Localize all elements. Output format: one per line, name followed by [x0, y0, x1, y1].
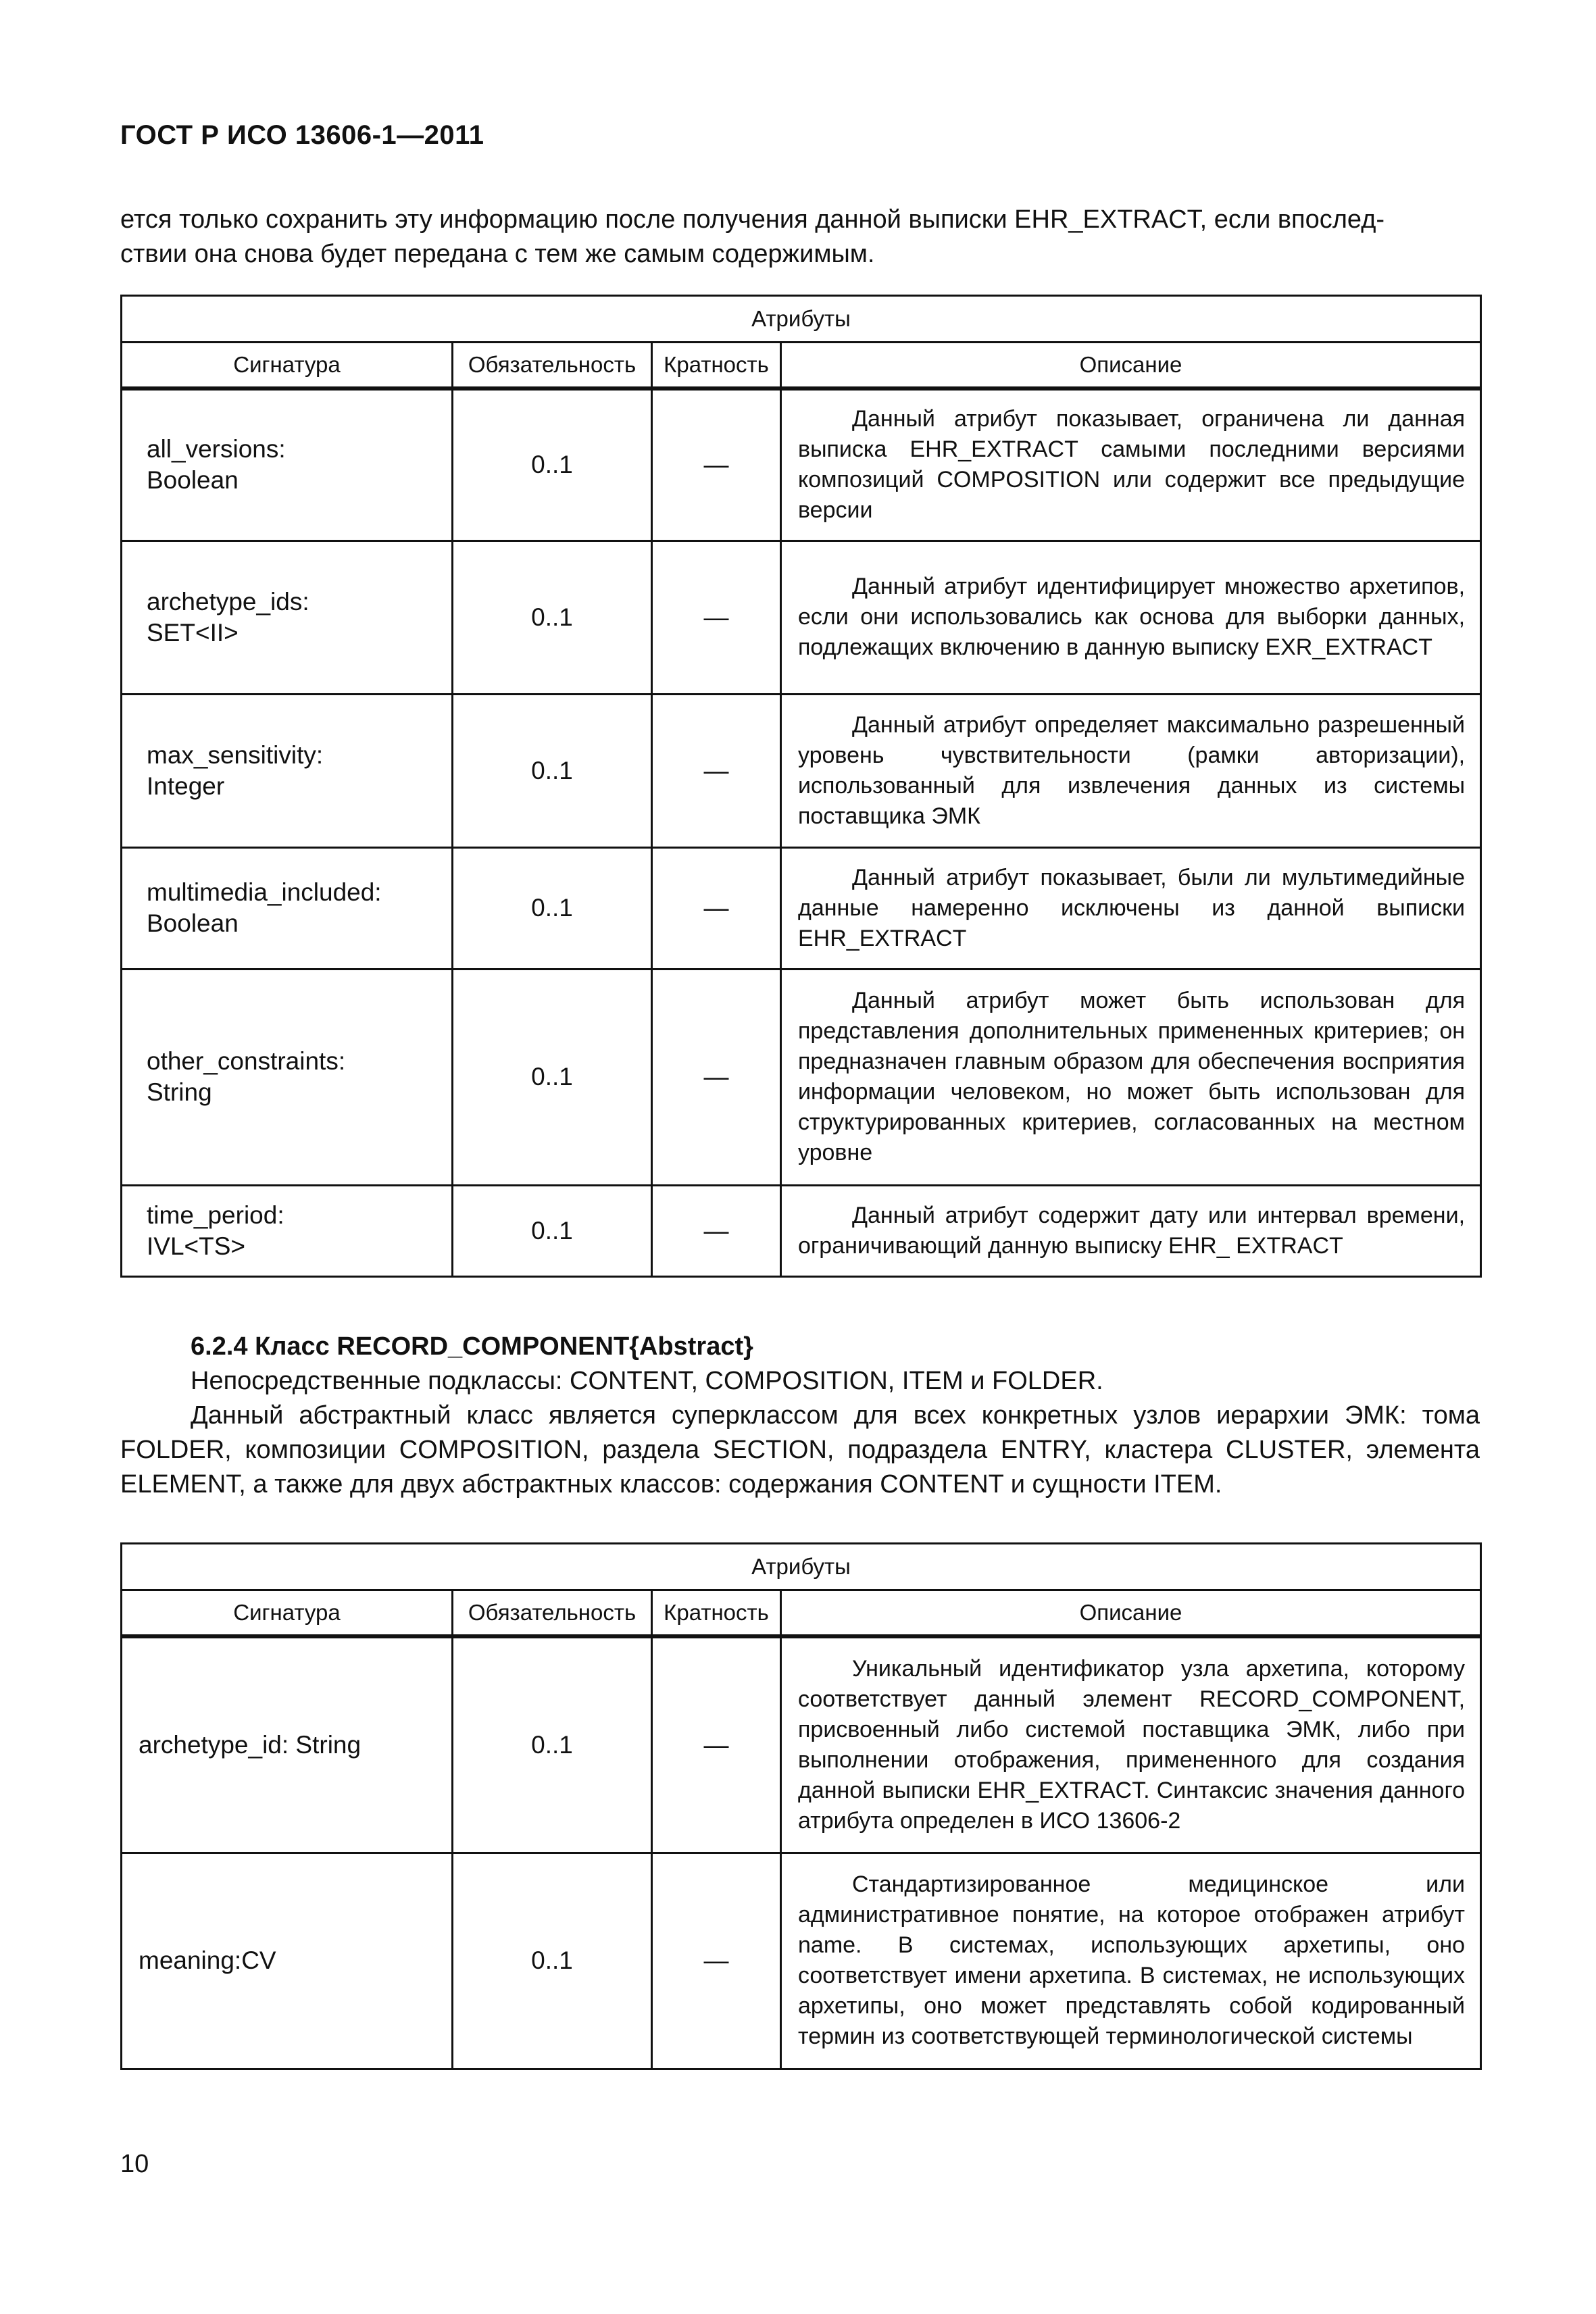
description-cell: Уникальный идентификатор узла архетипа, которому соответствует данный элемент RECORD_COMPONENT, присвоенный либо системой поставщика ЭМК, либо при выполнении отображения, примененного для создания данной выписки EHR_EXTRACT. Синтаксис значения данного атрибута определен в ИСО 13606-2 — [781, 1636, 1481, 1853]
signature-cell: archetype_id: String — [122, 1636, 453, 1853]
multiplicity-cell: — — [652, 540, 781, 694]
table-caption: Атрибуты — [122, 1544, 1481, 1590]
signature-cell: archetype_ids: SET<II> — [122, 540, 453, 694]
multiplicity-cell: — — [652, 388, 781, 540]
column-header-signature: Сигнатура — [122, 343, 453, 389]
description-cell: Стандартизированное медицинское или административное понятие, на которое отображен атрибут name. В системах, использующих архетипы, оно соответствует имени архетипа. В системах, не использующих архетипы, оно может представлять собой кодированный термин из соответствующей терминологической системы — [781, 1853, 1481, 2069]
multiplicity-cell: — — [652, 969, 781, 1185]
description-cell: Данный атрибут содержит дату или интервал времени, ограничивающий данную выписку EHR_ EXTRACT — [781, 1185, 1481, 1276]
multiplicity-cell: — — [652, 1185, 781, 1276]
section-paragraph: Непосредственные подклассы: CONTENT, COMPOSITION, ITEM и FOLDER. — [191, 1367, 1103, 1395]
mandatory-cell: 0..1 — [453, 1853, 652, 2069]
mandatory-cell: 0..1 — [453, 388, 652, 540]
column-header-multiplicity: Кратность — [652, 343, 781, 389]
description-cell: Данный атрибут показывает, ограничена ли данная выписка EHR_EXTRACT самыми последними версиями композиций COMPOSITION или содержит все предыдущие версии — [781, 388, 1481, 540]
column-header-mandatory: Обязательность — [453, 1590, 652, 1637]
mandatory-cell: 0..1 — [453, 540, 652, 694]
table-row — [122, 1185, 1481, 1276]
section-6-2-4 — [120, 1330, 1480, 1502]
document-header: ГОСТ Р ИСО 13606-1—2011 — [120, 120, 484, 150]
multiplicity-cell: — — [652, 847, 781, 969]
description-cell: Данный атрибут идентифицирует множество архетипов, если они использовались как основа для выборки данных, подлежащих включению в данную выписку EXR_EXTRACT — [781, 540, 1481, 694]
intro-line: ствии она снова будет передана с тем же самым содержимым. — [120, 240, 875, 268]
table-row — [122, 969, 1481, 1185]
description-cell: Данный атрибут показывает, были ли мультимедийные данные намеренно исключены из данной выписки EHR_EXTRACT — [781, 847, 1481, 969]
table-row — [122, 388, 1481, 540]
intro-paragraph — [120, 203, 1478, 272]
column-header-multiplicity: Кратность — [652, 1590, 781, 1637]
multiplicity-cell: — — [652, 1636, 781, 1853]
attributes-table-2 — [120, 1542, 1482, 2070]
section-paragraph: Данный абстрактный класс является суперклассом для всех конкретных узлов иерархии ЭМК: тома FOLDER, композиции COMPOSITION, раздела SECTION, подраздела ENTRY, кластера CLUSTER, элемента ELEMENT, а также для двух абстрактных классов: содержания CONTENT и сущности ITEM. — [120, 1401, 1480, 1499]
column-header-description: Описание — [781, 1590, 1481, 1637]
multiplicity-cell: — — [652, 1853, 781, 2069]
table-row — [122, 847, 1481, 969]
mandatory-cell: 0..1 — [453, 1636, 652, 1853]
mandatory-cell: 0..1 — [453, 969, 652, 1185]
intro-line: ется только сохранить эту информацию после получения данной выписки EHR_EXTRACT, если впослед- — [120, 205, 1385, 234]
column-header-mandatory: Обязательность — [453, 343, 652, 389]
description-cell: Данный атрибут определяет максимально разрешенный уровень чувствительности (рамки авторизации), использованный для извлечения данных из системы поставщика ЭМК — [781, 694, 1481, 847]
signature-cell: time_period: IVL<TS> — [122, 1185, 453, 1276]
table-row — [122, 1636, 1481, 1853]
table-caption: Атрибуты — [122, 296, 1481, 343]
page-number: 10 — [120, 2150, 149, 2178]
signature-cell: max_sensitivity: Integer — [122, 694, 453, 847]
table-row — [122, 540, 1481, 694]
mandatory-cell: 0..1 — [453, 694, 652, 847]
signature-cell: meaning:CV — [122, 1853, 453, 2069]
multiplicity-cell: — — [652, 694, 781, 847]
mandatory-cell: 0..1 — [453, 847, 652, 969]
column-header-description: Описание — [781, 343, 1481, 389]
table-row — [122, 1853, 1481, 2069]
signature-cell: multimedia_included: Boolean — [122, 847, 453, 969]
column-header-signature: Сигнатура — [122, 1590, 453, 1637]
attributes-table-1 — [120, 295, 1482, 1278]
signature-cell: all_versions: Boolean — [122, 388, 453, 540]
description-cell: Данный атрибут может быть использован для представления дополнительных примененных критериев; он предназначен главным образом для обеспечения восприятия информации человеком, но может быть использован для структурированных критериев, согласованных на местном уровне — [781, 969, 1481, 1185]
signature-cell: other_constraints: String — [122, 969, 453, 1185]
section-heading: 6.2.4 Класс RECORD_COMPONENT{Abstract} — [191, 1332, 753, 1361]
table-row — [122, 694, 1481, 847]
mandatory-cell: 0..1 — [453, 1185, 652, 1276]
